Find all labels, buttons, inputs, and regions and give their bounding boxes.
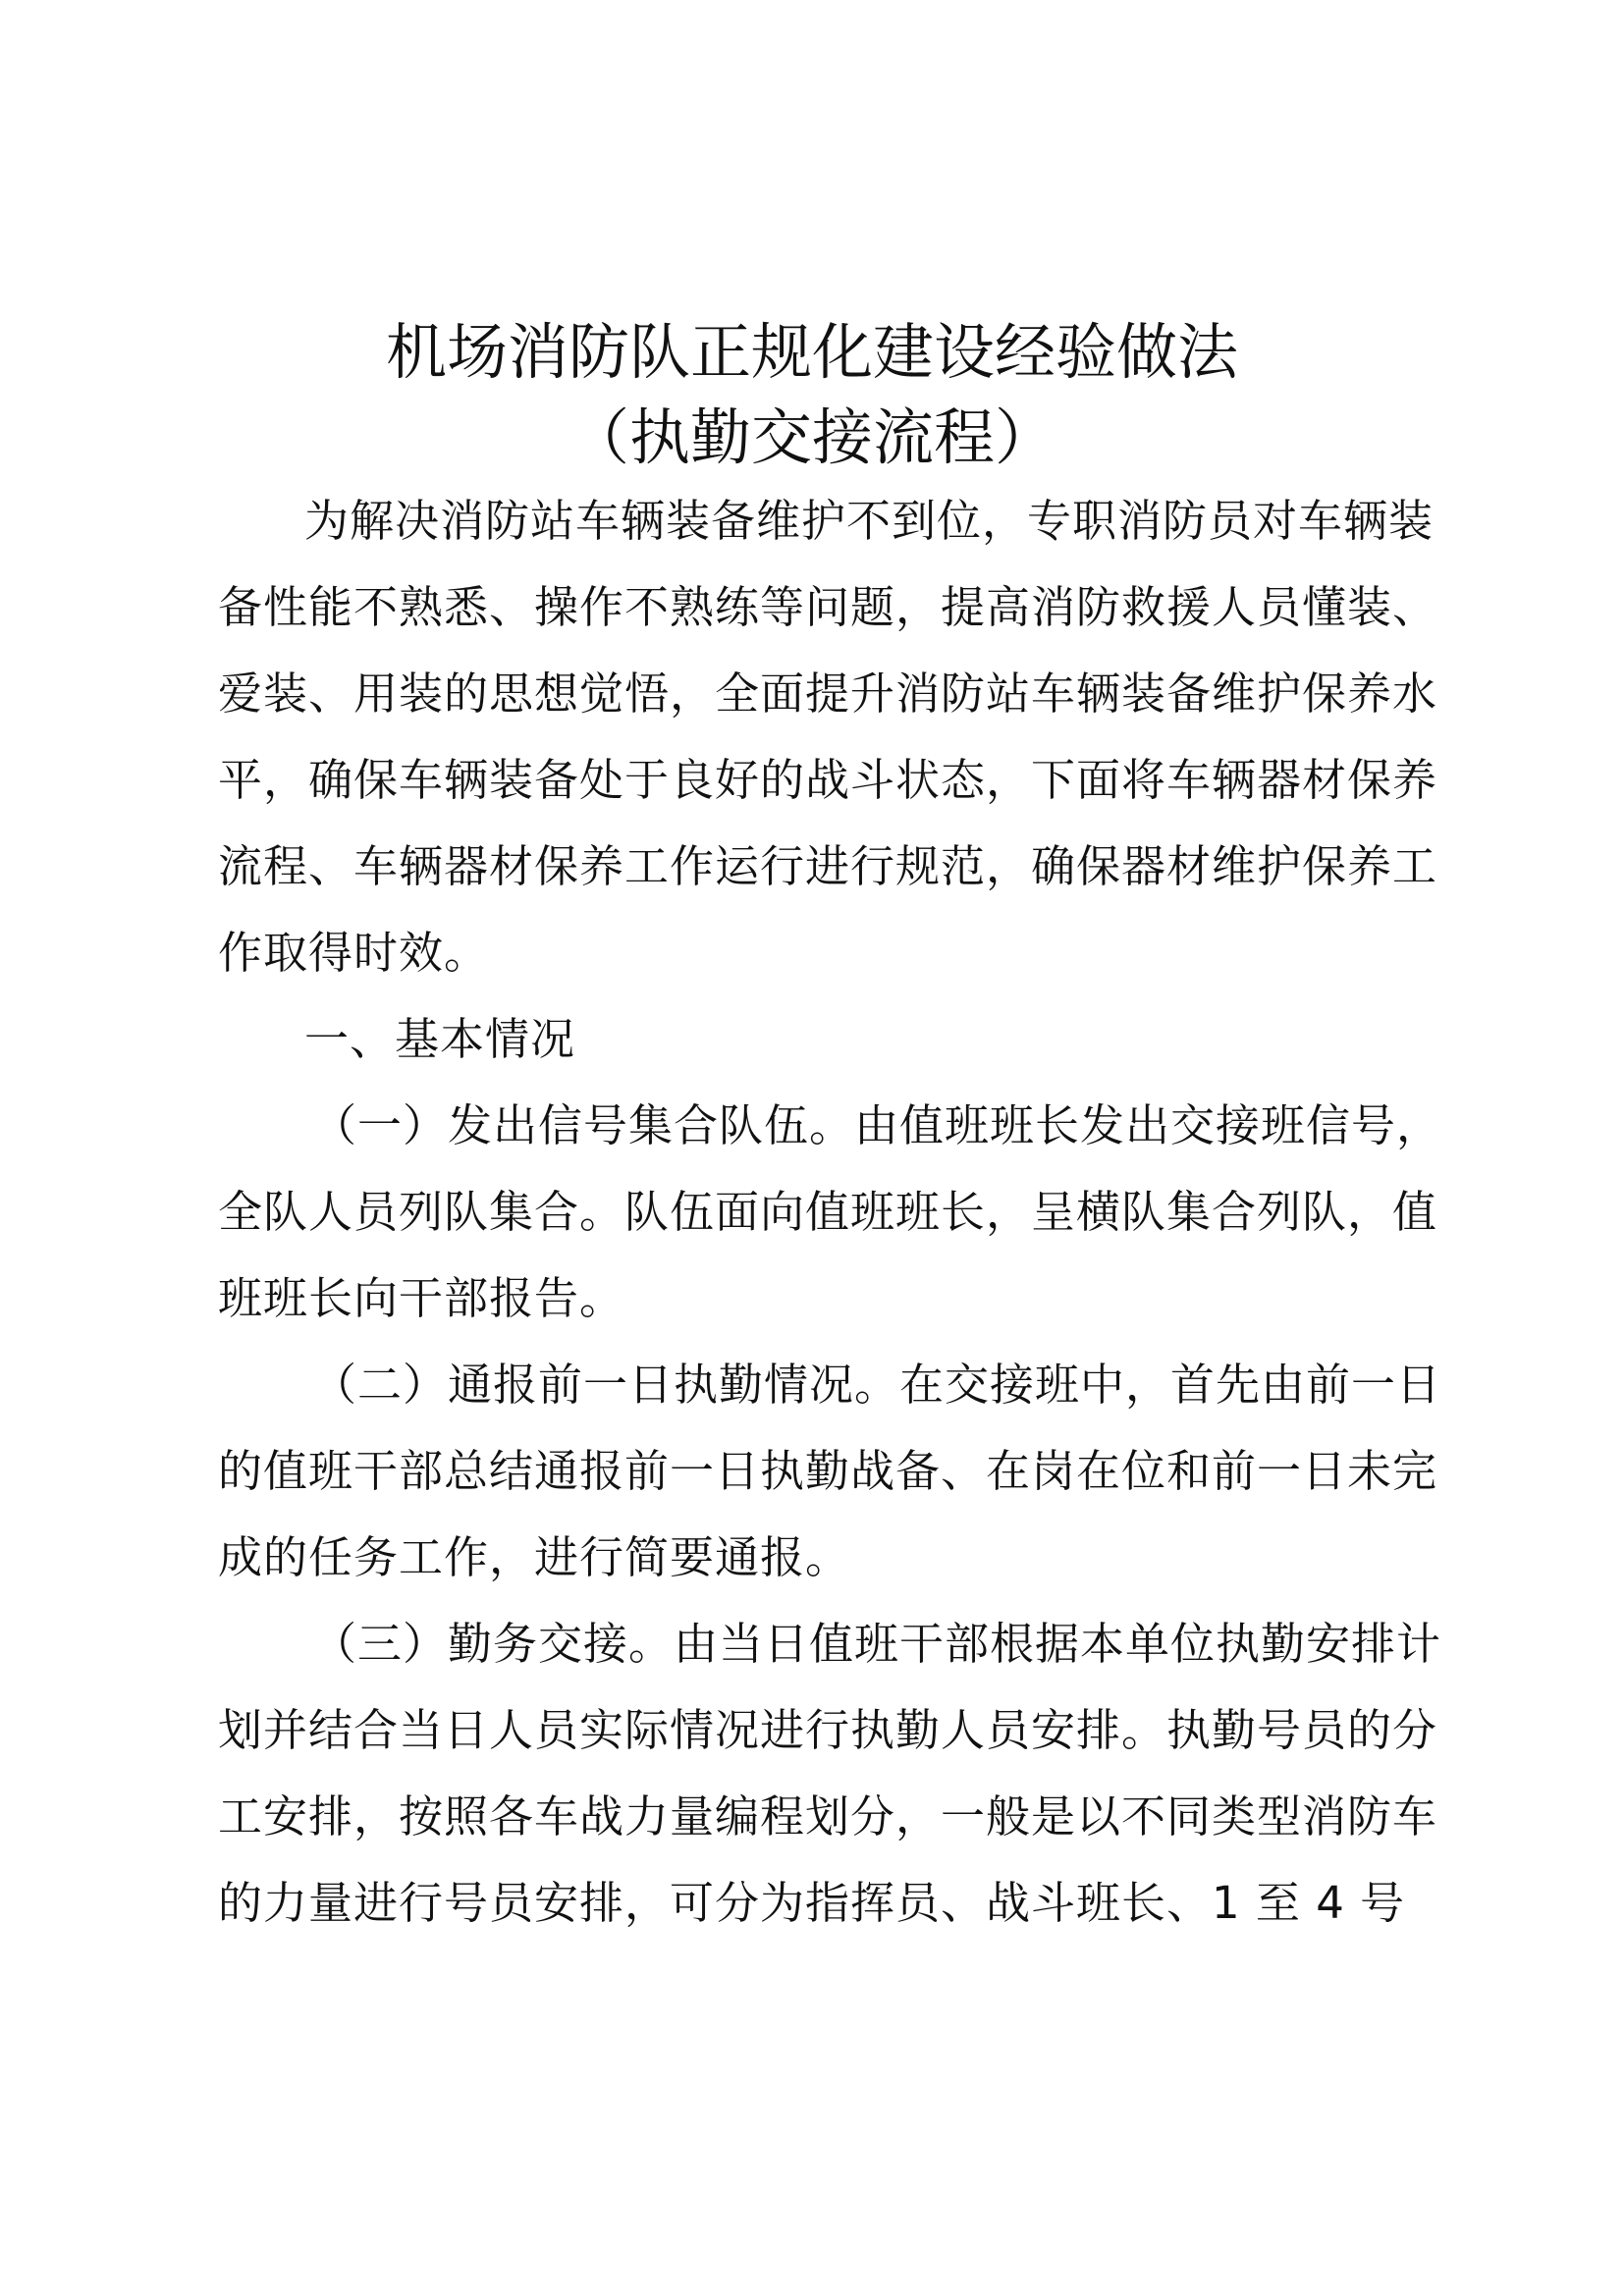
section-heading: 一、基本情况 xyxy=(304,1013,576,1065)
item-1-line: （一）发出信号集合队伍。由值班班长发出交接班信号， xyxy=(312,1099,1442,1151)
document-subtitle: （执勤交接流程） xyxy=(568,401,1056,473)
intro-line: 备性能不熟悉、操作不熟练等问题，提高消防救援人员懂装、 xyxy=(218,581,1438,633)
item-2-line: 的值班干部总结通报前一日执勤战备、在岗在位和前一日未完 xyxy=(218,1445,1438,1497)
intro-line: 为解决消防站车辆装备维护不到位，专职消防员对车辆装 xyxy=(304,495,1435,547)
item-1-line: 全队人员列队集合。队伍面向值班班长，呈横队集合列队，值 xyxy=(218,1186,1438,1238)
item-2-line: 成的任务工作，进行简要通报。 xyxy=(218,1531,851,1583)
item-3-line: 工安排，按照各车战力量编程划分，一般是以不同类型消防车 xyxy=(218,1790,1438,1842)
intro-line: 流程、车辆器材保养工作运行进行规范，确保器材维护保养工 xyxy=(218,840,1438,892)
document-title: 机场消防队正规化建设经验做法 xyxy=(385,316,1238,388)
item-3-line: 的力量进行号员安排，可分为指挥员、战斗班长、1 至 4 号 xyxy=(218,1877,1406,1929)
item-3-line: （三）勤务交接。由当日值班干部根据本单位执勤安排计 xyxy=(312,1618,1442,1670)
item-3-line: 划并结合当日人员实际情况进行执勤人员安排。执勤号员的分 xyxy=(218,1704,1438,1756)
intro-line: 作取得时效。 xyxy=(218,927,490,979)
item-2-line: （二）通报前一日执勤情况。在交接班中，首先由前一日 xyxy=(312,1359,1442,1411)
intro-line: 平，确保车辆装备处于良好的战斗状态，下面将车辆器材保养 xyxy=(218,754,1438,806)
item-1-line: 班班长向干部报告。 xyxy=(218,1272,625,1324)
intro-line: 爱装、用装的思想觉悟，全面提升消防站车辆装备维护保养水 xyxy=(218,667,1438,720)
